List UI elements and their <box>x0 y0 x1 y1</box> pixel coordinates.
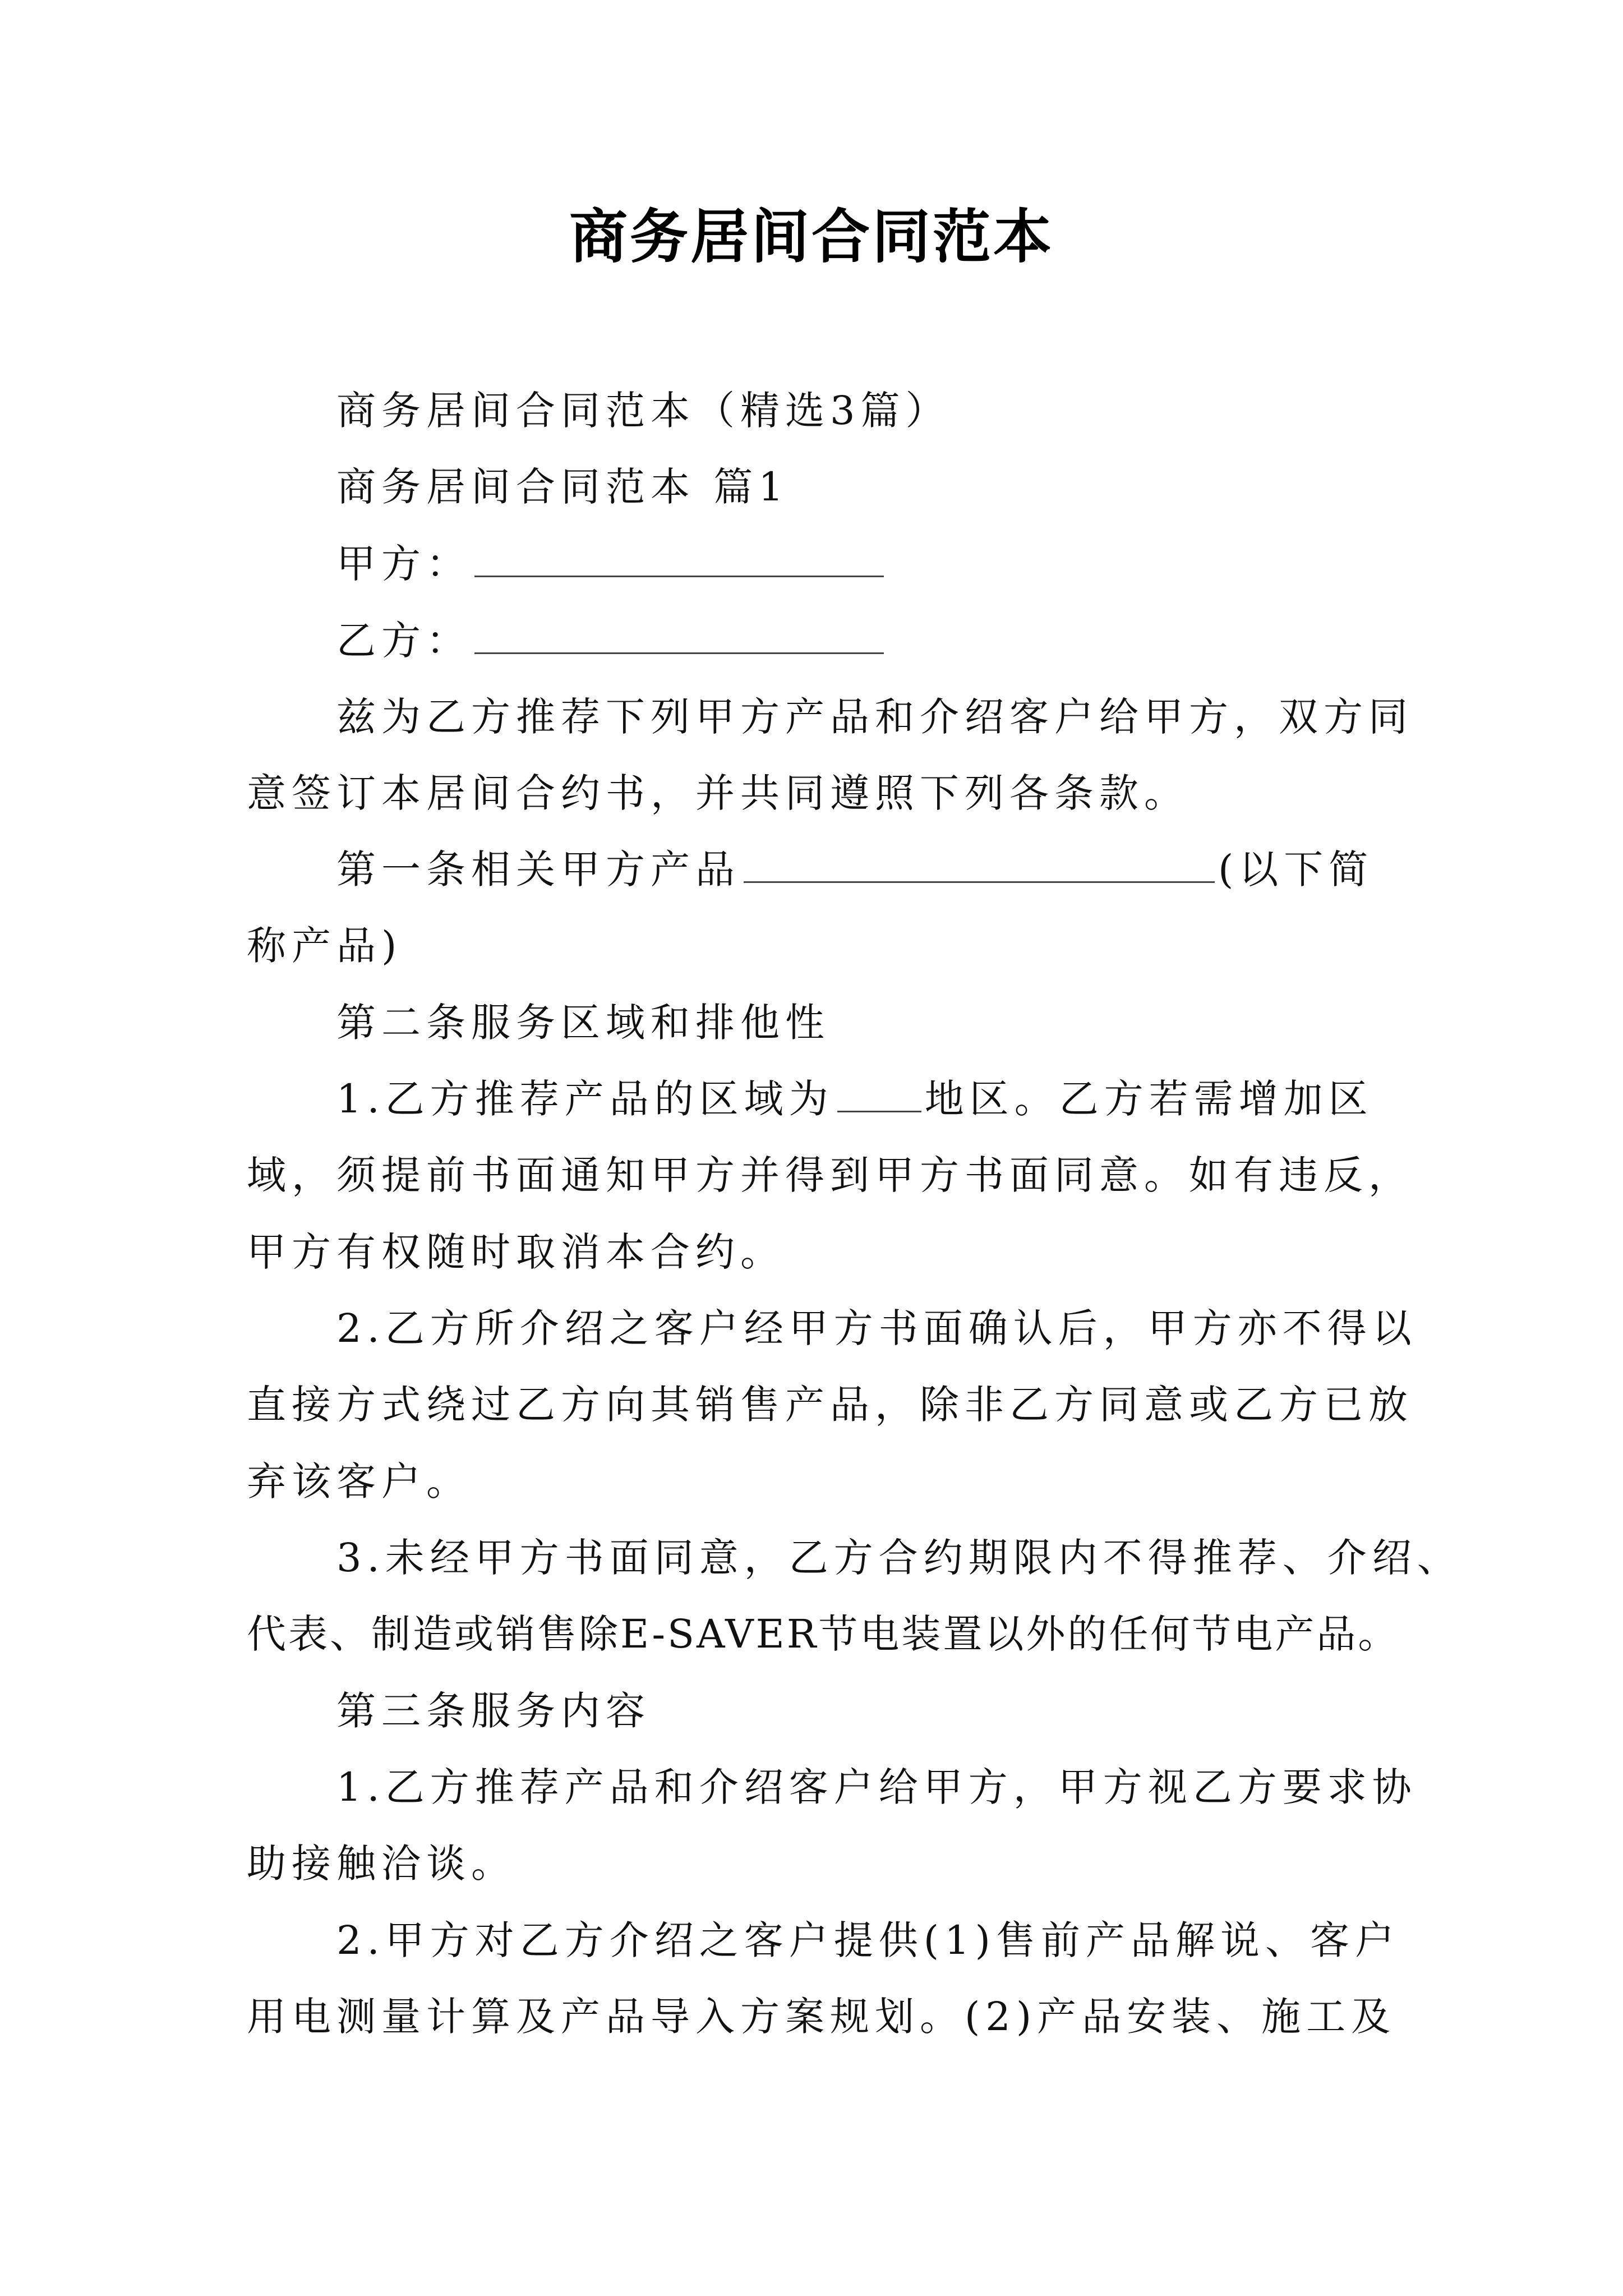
party-b-label: 乙方： <box>336 618 471 664</box>
article-2-heading: 第二条服务区域和排他性 <box>336 1000 830 1046</box>
paragraph-line: 2.乙方所介绍之客户经甲方书面确认后，甲方亦不得以 <box>336 1305 1417 1351</box>
article-3-heading: 第三条服务内容 <box>336 1688 651 1734</box>
article-2-item-1-suffix: 地区。乙方若需增加区 <box>924 1076 1373 1122</box>
article-1-line <box>336 841 1373 898</box>
paragraph-line: 助接触洽谈。 <box>247 1841 516 1887</box>
party-b-line <box>336 613 887 669</box>
article-1-label: 第一条相关甲方产品 <box>336 846 740 892</box>
paragraph-line: 1.乙方推荐产品和介绍客户给甲方，甲方视乙方要求协 <box>336 1764 1417 1810</box>
paragraph-line: 用电测量计算及产品导入方案规划。(2)产品安装、施工及 <box>247 1994 1396 2040</box>
paragraph-line: 称产品) <box>247 923 403 969</box>
paragraph-line: 2.甲方对乙方介绍之客户提供(1)售前产品解说、客户 <box>336 1917 1400 1963</box>
party-a-line <box>336 536 887 592</box>
paragraph-line: 兹为乙方推荐下列甲方产品和介绍客户给甲方，双方同 <box>336 694 1413 740</box>
paragraph-line: 意签订本居间合约书，并共同遵照下列各条款。 <box>247 770 1189 816</box>
party-b-blank[interactable] <box>474 618 884 654</box>
article-2-item-1-line <box>336 1071 1373 1127</box>
paragraph-line: 域，须提前书面通知甲方并得到甲方书面同意。如有违反， <box>247 1152 1413 1198</box>
article-2-item-1-text: 1.乙方推荐产品的区域为 <box>336 1076 834 1122</box>
product-name-blank[interactable] <box>744 846 1215 883</box>
party-a-label: 甲方： <box>336 541 471 587</box>
paragraph-line: 甲方有权随时取消本合约。 <box>247 1229 785 1275</box>
paragraph-line: 弃该客户。 <box>247 1458 471 1504</box>
subtitle-selection: 商务居间合同范本（精选3篇） <box>336 388 951 434</box>
document-title: 商务居间合同范本 <box>569 202 1054 271</box>
party-a-blank[interactable] <box>474 541 884 577</box>
paragraph-line: 代表、制造或销售除E-SAVER节电装置以外的任何节电产品。 <box>247 1611 1400 1657</box>
region-blank[interactable] <box>837 1076 921 1112</box>
article-1-suffix: (以下简 <box>1218 846 1374 892</box>
paragraph-line: 直接方式绕过乙方向其销售产品，除非乙方同意或乙方已放 <box>247 1382 1413 1428</box>
paragraph-line: 3.未经甲方书面同意，乙方合约期限内不得推荐、介绍、 <box>336 1535 1462 1581</box>
section-heading-part-1: 商务居间合同范本 篇1 <box>336 464 789 510</box>
